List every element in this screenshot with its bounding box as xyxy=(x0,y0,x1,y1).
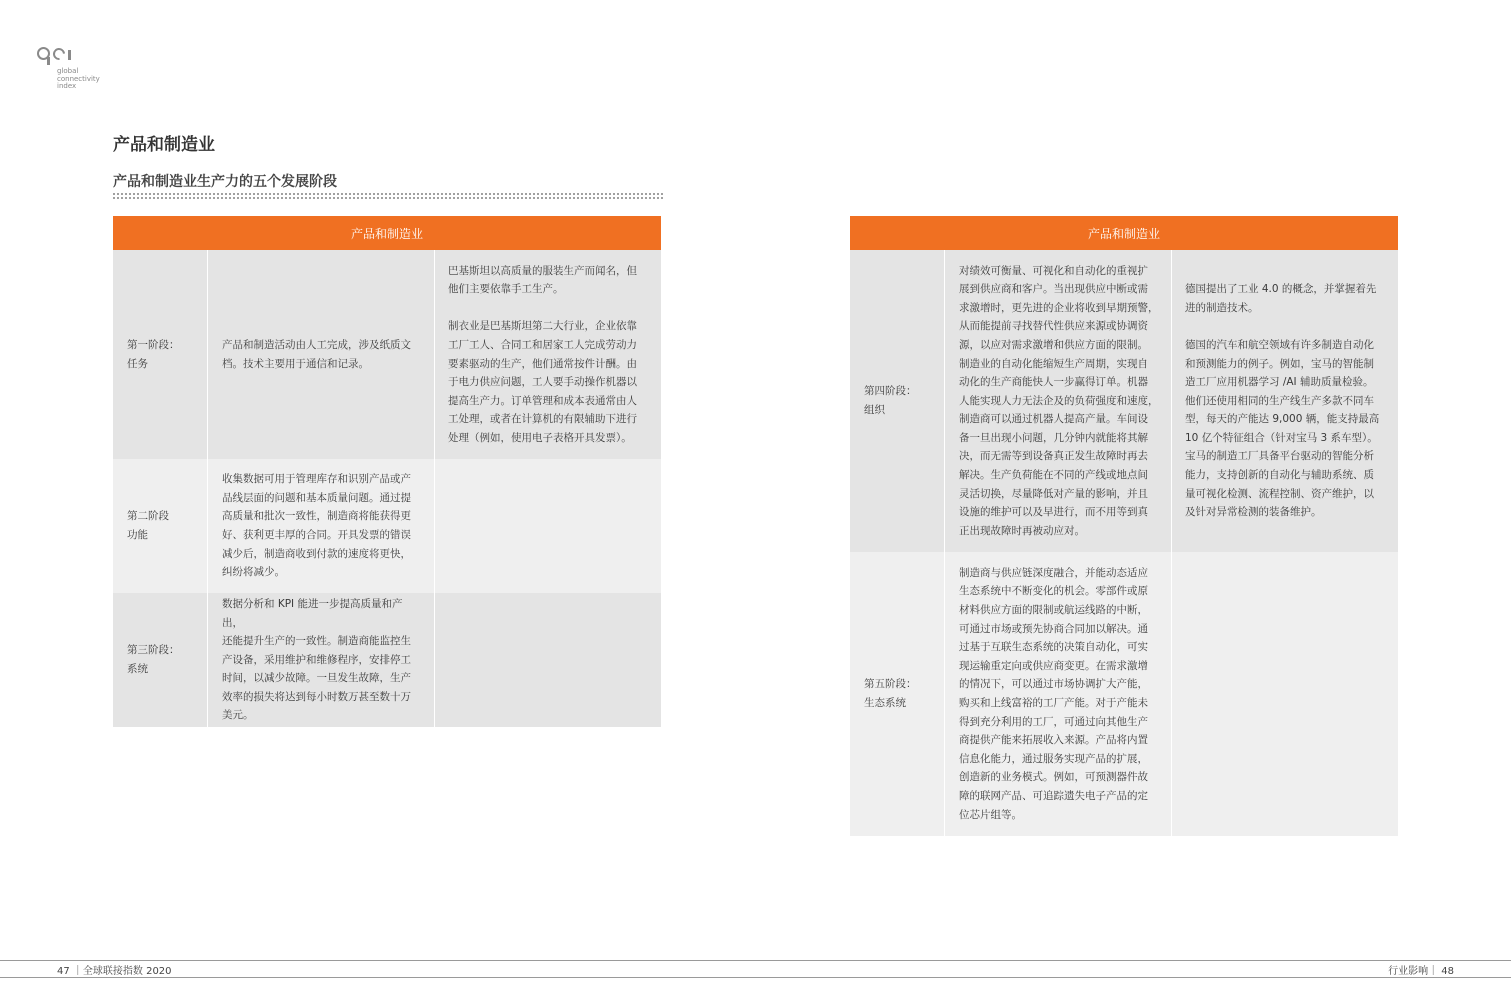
example-line: 德国的汽车和航空领域有许多制造自动化 xyxy=(1185,338,1374,351)
logo-line-3: index xyxy=(57,82,77,90)
description-line: 决，而无需等到设备真正发生故障时再去 xyxy=(959,450,1148,463)
description-line: 解决。生产负荷能在不同的产线或地点间 xyxy=(959,469,1148,482)
description-line: 档。技术主要用于通信和记录。 xyxy=(222,357,369,370)
description-line: 可通过市场或预先协商合同加以解决。通 xyxy=(959,622,1148,635)
stage-cell xyxy=(850,250,944,552)
description-line: 制造业的自动化能缩短生产周期，实现自 xyxy=(959,357,1148,370)
example-line: 处理（例如，使用电子表格开具发票）。 xyxy=(448,431,632,444)
description-line: 障的联网产品、可追踪遗失电子产品的定 xyxy=(959,789,1148,802)
example-line: 制衣业是巴基斯坦第二大行业，企业依靠 xyxy=(448,320,637,333)
logo-line-2: connectivity xyxy=(57,74,100,83)
example-line: 进的制造技术。 xyxy=(1185,301,1259,314)
description-line: 过基于互联生态系统的决策自动化，可实 xyxy=(959,641,1148,654)
stage-label-line: 第五阶段： xyxy=(864,678,917,691)
stage-label-line: 生态系统 xyxy=(864,697,906,709)
description-line: 对绩效可衡量、可视化和自动化的重视扩 xyxy=(959,264,1148,277)
section-subtitle: 产品和制造业生产力的五个发展阶段 xyxy=(113,174,337,190)
description-line: 效率的损失将达到每小时数万甚至数十万 xyxy=(222,690,411,703)
stage-label-line: 任务 xyxy=(127,357,148,370)
gci-logo-text xyxy=(57,68,100,91)
example-cell xyxy=(434,593,661,727)
description-line: 设施的维护可以及早进行，而不用等到真 xyxy=(959,506,1148,519)
example-cell xyxy=(434,250,661,459)
example-line: 造工厂应用机器学习 /AI 辅助质量检验。 xyxy=(1185,376,1374,389)
example-line: 及针对异常检测的装备维护。 xyxy=(1185,506,1322,519)
description-line: 信息化能力，通过服务实现产品的扩展， xyxy=(959,752,1148,765)
description-line: 展到供应商和客户。当出现供应中断或需 xyxy=(959,283,1148,296)
description-line: 动化的生产商能快人一步赢得订单。机器 xyxy=(959,376,1148,389)
description-line: 时间，以减少故障。一旦发生故障，生产 xyxy=(222,672,411,685)
stage-cell xyxy=(113,593,207,727)
example-line: 德国提出了工业 4.0 的概念，并掌握着先 xyxy=(1185,283,1377,296)
description-line: 位芯片组等。 xyxy=(959,808,1022,821)
description-line: 好、获利更丰厚的合同。开具发票的错误 xyxy=(222,529,411,541)
example-line: 量可视化检测、流程控制、资产维护，以 xyxy=(1185,487,1374,500)
left-stage-table xyxy=(113,216,661,727)
description-line: 备一旦出现小问题，几分钟内就能将其解 xyxy=(959,431,1148,444)
description-line: 购买和上线富裕的工厂产能。对于产能未 xyxy=(959,697,1148,709)
right-stage-table xyxy=(850,216,1398,836)
stage-row xyxy=(850,552,1398,836)
example-cell xyxy=(434,459,661,593)
footer-rule-bottom xyxy=(0,977,1511,978)
gci-logo xyxy=(37,47,100,90)
description-line: 收集数据可用于管理库存和识别产品或产 xyxy=(222,473,411,486)
example-line: 他们还使用相同的生产线生产多款不同车 xyxy=(1185,394,1374,407)
description-line: 产品和制造活动由人工完成，涉及纸质文 xyxy=(222,338,411,351)
example-line: 要素驱动的生产，他们通常按件计酬。由 xyxy=(448,357,637,370)
description-line: 材料供应方面的限制或航运线路的中断， xyxy=(959,604,1148,617)
footer-right-page-label: 行业影响｜ 48 xyxy=(1388,966,1454,977)
description-line: 生态系统中不断变化的机会。零部件或原 xyxy=(959,585,1148,598)
description-line: 人能实现人力无法企及的负荷强度和速度， xyxy=(959,394,1159,407)
example-line: 和预测能力的例子。例如，宝马的智能制 xyxy=(1185,357,1374,370)
description-line: 创造新的业务模式。例如，可预测器件故 xyxy=(959,771,1148,784)
description-cell xyxy=(944,552,1171,836)
description-line: 的情况下，可以通过市场协调扩大产能， xyxy=(959,678,1148,691)
stage-cell xyxy=(113,459,207,593)
example-line: 他们主要依靠手工生产。 xyxy=(448,283,564,296)
description-line: 减少后，制造商收到付款的速度将更快， xyxy=(222,547,411,560)
table-header: 产品和制造业 xyxy=(113,216,661,250)
description-cell xyxy=(944,250,1171,552)
description-line: 得到充分利用的工厂，可通过向其他生产 xyxy=(959,715,1148,728)
description-line: 求激增时，更先进的企业将收到早期预警， xyxy=(959,301,1159,314)
example-cell xyxy=(1171,552,1398,836)
example-cell xyxy=(1171,250,1398,552)
description-line: 数据分析和 KPI 能进一步提高质量和产出， xyxy=(222,597,403,629)
description-cell xyxy=(207,593,434,727)
description-cell xyxy=(207,250,434,459)
stage-label-line: 第一阶段： xyxy=(127,338,180,351)
description-line: 制造商与供应链深度融合，并能动态适应 xyxy=(959,566,1148,579)
description-line: 灵活切换，尽量降低对产量的影响，并且 xyxy=(959,487,1148,500)
example-line: 提高生产力。订单管理和成本表通常由人 xyxy=(448,394,637,407)
table-header: 产品和制造业 xyxy=(850,216,1398,250)
stage-cell xyxy=(113,250,207,459)
description-line: 美元。 xyxy=(222,709,254,722)
stage-row xyxy=(113,250,661,459)
stage-label-line: 第三阶段： xyxy=(127,644,180,657)
example-line: 能力，支持创新的自动化与辅助系统、质 xyxy=(1185,469,1374,482)
description-line: 正出现故障时再被动应对。 xyxy=(959,524,1085,537)
example-line: 10 亿个特征组合（针对宝马 3 系车型）。 xyxy=(1185,431,1378,444)
stage-label-line: 第四阶段： xyxy=(864,385,917,398)
description-cell xyxy=(207,459,434,593)
example-line: 宝马的制造工厂具备平台驱动的智能分析 xyxy=(1185,450,1374,463)
page-title: 产品和制造业 xyxy=(113,135,215,155)
example-line: 型，每天的产能达 9,000 辆，能支持最高 xyxy=(1185,413,1380,426)
stage-row xyxy=(113,459,661,593)
paragraph-gap xyxy=(448,299,649,318)
description-line: 制造商可以通过机器人提高产量。车间设 xyxy=(959,413,1148,426)
dotted-divider xyxy=(113,193,663,199)
example-line: 工处理，或者在计算机的有限辅助下进行 xyxy=(448,413,637,426)
stage-row xyxy=(113,593,661,727)
description-line: 高质量和批次一致性，制造商将能获得更 xyxy=(222,510,411,523)
description-line: 产设备，采用维护和维修程序，安排停工 xyxy=(222,653,411,666)
stage-cell xyxy=(850,552,944,836)
footer-rule-top xyxy=(0,960,1511,961)
logo-line-1: global xyxy=(57,67,79,75)
description-line: 从而能提前寻找替代性供应来源或协调资 xyxy=(959,320,1148,333)
description-line: 纠纷将减少。 xyxy=(222,566,285,579)
description-line: 现运输重定向或供应商变更。在需求激增 xyxy=(959,659,1148,672)
stage-row xyxy=(850,250,1398,552)
example-line: 巴基斯坦以高质量的服装生产而闻名，但 xyxy=(448,264,637,277)
description-line: 源，以应对需求激增和供应方面的限制。 xyxy=(959,338,1148,351)
stage-label-line: 系统 xyxy=(127,663,148,675)
stage-label-line: 第二阶段 xyxy=(127,510,169,523)
description-line: 还能提升生产的一致性。制造商能监控生 xyxy=(222,635,411,648)
footer-left-page-label: 47 ｜全球联接指数 2020 xyxy=(57,966,172,977)
example-line: 于电力供应问题，工人要手动操作机器以 xyxy=(448,376,637,389)
description-line: 品线层面的问题和基本质量问题。通过提 xyxy=(222,491,411,504)
description-line: 商提供产能来拓展收入来源。产品将内置 xyxy=(959,734,1148,747)
stage-label-line: 组织 xyxy=(864,404,885,416)
paragraph-gap xyxy=(1185,317,1386,336)
example-line: 工厂工人、合同工和居家工人完成劳动力 xyxy=(448,338,637,351)
stage-label-line: 功能 xyxy=(127,529,148,541)
gci-logo-mark xyxy=(37,47,71,60)
